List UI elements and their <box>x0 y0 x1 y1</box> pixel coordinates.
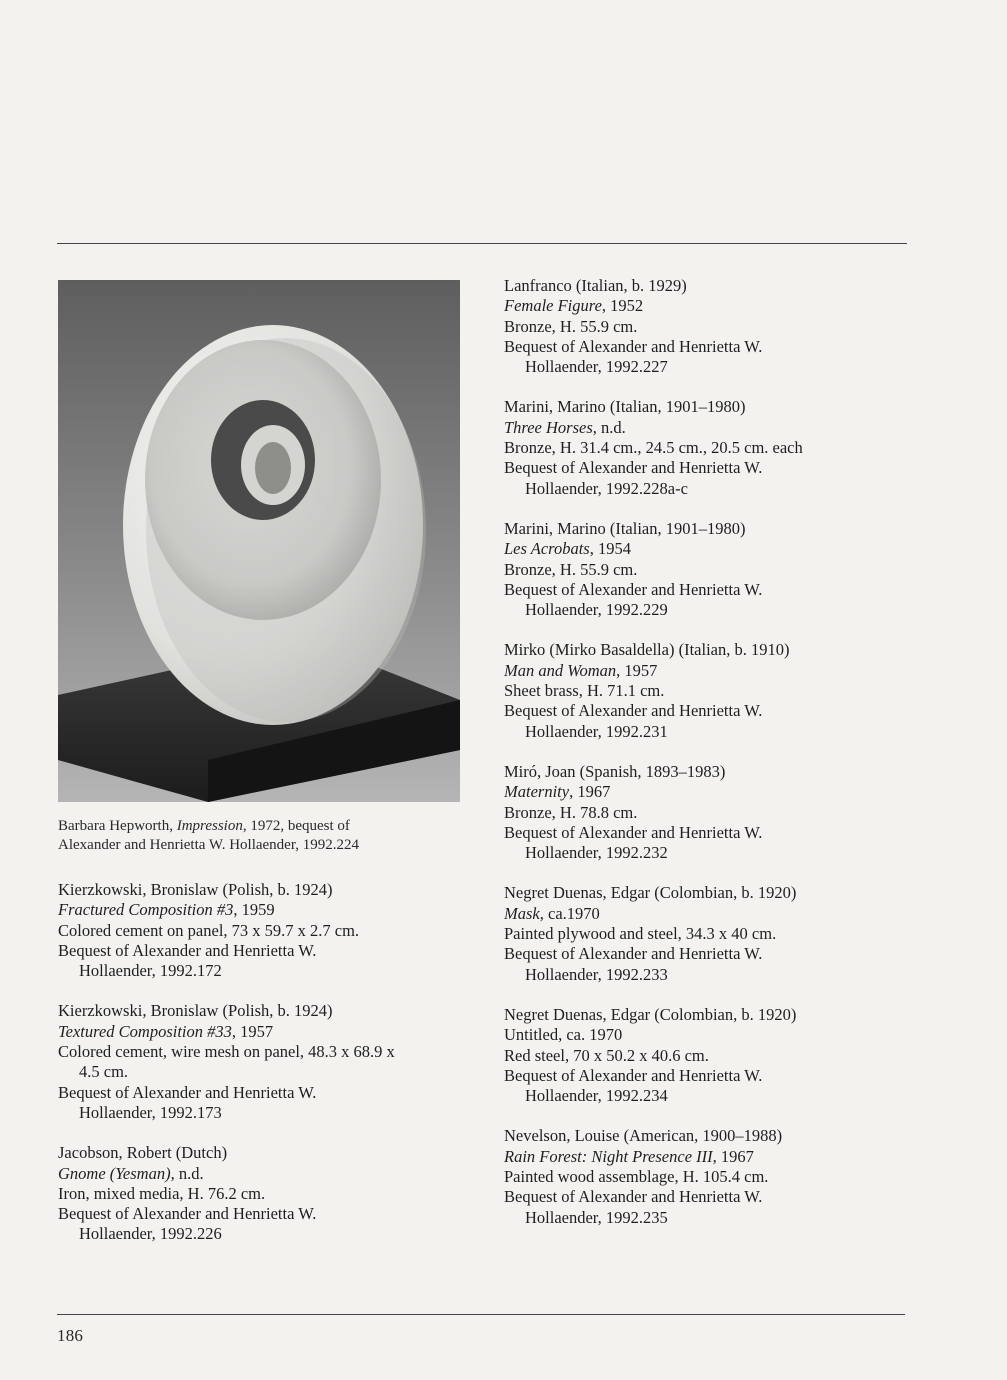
entry-accession: Hollaender, 1992.234 <box>525 1086 668 1106</box>
entry-accession: Hollaender, 1992.226 <box>79 1224 222 1244</box>
caption-title: Impression <box>176 818 243 834</box>
top-rule <box>57 243 907 244</box>
entry-date: , 1959 <box>233 900 275 920</box>
entry-artist: Nevelson, Louise (American, 1900–1988) <box>504 1126 783 1146</box>
catalog-entry <box>504 397 904 498</box>
entry-medium: Bronze, H. 55.9 cm. <box>504 316 638 336</box>
entry-artist: Lanfranco (Italian, b. 1929) <box>504 276 687 295</box>
caption-line2: Alexander and Henrietta W. Hollaender, 1992.224 <box>58 837 359 853</box>
sculpture-image <box>58 280 460 802</box>
entry-medium: Bronze, H. 55.9 cm. <box>504 559 638 579</box>
entry-date: , 1957 <box>231 1021 274 1041</box>
entry-medium: Bronze, H. 78.8 cm. <box>504 802 638 822</box>
entry-date: , 1957 <box>616 660 658 680</box>
entry-bequest: Bequest of Alexander and Henrietta W. <box>58 1204 317 1224</box>
entry-bequest: Bequest of Alexander and Henrietta W. <box>504 1187 763 1207</box>
entry-date: , 1952 <box>601 296 644 316</box>
entry-medium: Red steel, 70 x 50.2 x 40.6 cm. <box>504 1045 709 1065</box>
entry-accession: Hollaender, 1992.232 <box>525 843 668 863</box>
entry-medium: Sheet brass, H. 71.1 cm. <box>504 681 665 701</box>
entry-medium-cont: 4.5 cm. <box>79 1062 129 1082</box>
entry-title: Female Figure <box>504 296 602 316</box>
entry-accession: Hollaender, 1992.173 <box>79 1102 222 1122</box>
entry-bequest: Bequest of Alexander and Henrietta W. <box>504 336 763 356</box>
entry-artist: Jacobson, Robert (Dutch) <box>58 1143 228 1163</box>
catalog-entry <box>504 519 904 620</box>
entry-medium: Painted wood assemblage, H. 105.4 cm. <box>504 1166 769 1186</box>
entry-artist: Miró, Joan (Spanish, 1893–1983) <box>504 761 726 781</box>
entry-medium: Colored cement, wire mesh on panel, 48.3 x 68.9 x <box>58 1042 395 1062</box>
entry-date: , 1967 <box>569 782 611 802</box>
entry-bequest: Bequest of Alexander and Henrietta W. <box>504 701 763 721</box>
entry-accession: Hollaender, 1992.231 <box>525 721 668 741</box>
entry-accession: Hollaender, 1992.229 <box>525 600 668 620</box>
entry-medium: Iron, mixed media, H. 76.2 cm. <box>58 1183 266 1203</box>
catalog-entry <box>504 883 904 984</box>
bottom-rule <box>57 1314 905 1315</box>
entry-artist: Kierzkowski, Bronislaw (Polish, b. 1924) <box>58 880 333 899</box>
entry-accession: Hollaender, 1992.227 <box>525 357 668 377</box>
entry-bequest: Bequest of Alexander and Henrietta W. <box>58 1082 317 1102</box>
catalog-entry <box>58 1143 468 1244</box>
caption-artist: Barbara Hepworth, <box>58 818 177 834</box>
entry-date: , n.d. <box>170 1163 204 1183</box>
catalog-entry <box>504 1005 904 1106</box>
caption-rest: , 1972, bequest of <box>242 818 350 834</box>
entry-bequest: Bequest of Alexander and Henrietta W. <box>58 940 317 960</box>
entry-title: Man and Woman <box>504 660 617 680</box>
entry-medium: Bronze, H. 31.4 cm., 24.5 cm., 20.5 cm. each <box>504 438 803 458</box>
entry-accession: Hollaender, 1992.172 <box>79 961 222 981</box>
entry-title: Rain Forest: Night Presence III <box>504 1146 713 1166</box>
entry-bequest: Bequest of Alexander and Henrietta W. <box>504 944 763 964</box>
entry-bequest: Bequest of Alexander and Henrietta W. <box>504 1065 763 1085</box>
entry-bequest: Bequest of Alexander and Henrietta W. <box>504 458 763 478</box>
entry-artist: Negret Duenas, Edgar (Colombian, b. 1920) <box>504 1004 797 1024</box>
entry-artist: Negret Duenas, Edgar (Colombian, b. 1920) <box>504 883 797 903</box>
entry-title: Textured Composition #33 <box>58 1021 232 1041</box>
entry-artist: Kierzkowski, Bronislaw (Polish, b. 1924) <box>58 1001 333 1021</box>
entry-date: , 1967 <box>712 1146 754 1166</box>
photo-caption <box>58 817 468 855</box>
catalog-entry <box>58 880 468 981</box>
entry-medium: Colored cement on panel, 73 x 59.7 x 2.7 cm. <box>58 920 360 940</box>
entry-title: Three Horses <box>504 417 593 437</box>
catalog-entry <box>504 1126 904 1227</box>
entry-bequest: Bequest of Alexander and Henrietta W. <box>504 822 763 842</box>
entry-date: Untitled, ca. 1970 <box>504 1025 623 1045</box>
entry-date: , n.d. <box>592 417 626 437</box>
right-column <box>504 276 904 1248</box>
entry-title: Fractured Composition #3 <box>58 900 234 920</box>
catalog-entry <box>504 276 904 377</box>
catalog-entry <box>58 1001 468 1123</box>
catalog-entry <box>504 762 904 863</box>
catalog-entry <box>504 640 904 741</box>
entry-date: , 1954 <box>589 539 631 559</box>
entry-title: Les Acrobats <box>504 539 590 559</box>
entry-title: Gnome (Yesman) <box>58 1163 171 1183</box>
entry-accession: Hollaender, 1992.228a-c <box>525 478 688 498</box>
entry-accession: Hollaender, 1992.233 <box>525 964 668 984</box>
entry-date: , ca.1970 <box>539 903 600 923</box>
entry-title: Mask <box>504 903 540 923</box>
entry-accession: Hollaender, 1992.235 <box>525 1207 668 1227</box>
entry-artist: Mirko (Mirko Basaldella) (Italian, b. 1910) <box>504 640 790 660</box>
entry-artist: Marini, Marino (Italian, 1901–1980) <box>504 397 746 417</box>
page-number: 186 <box>57 1326 84 1345</box>
entry-title: Maternity <box>504 782 570 802</box>
left-column <box>58 880 468 1265</box>
entry-medium: Painted plywood and steel, 34.3 x 40 cm. <box>504 924 777 944</box>
sculpture-photo <box>58 280 460 802</box>
entry-artist: Marini, Marino (Italian, 1901–1980) <box>504 518 746 538</box>
entry-bequest: Bequest of Alexander and Henrietta W. <box>504 579 763 599</box>
